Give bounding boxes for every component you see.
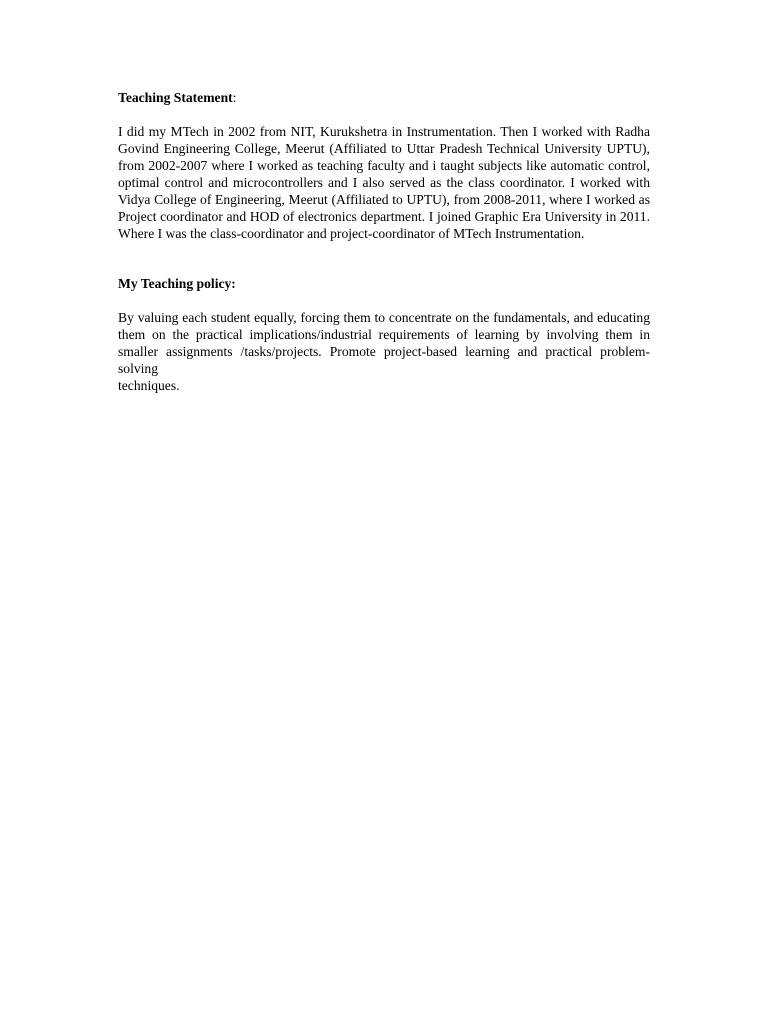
teaching-statement-paragraph: I did my MTech in 2002 from NIT, Kurukshetra in Instrumentation. Then I worked with Radha Govind Engineering College, Meerut (Affiliated to Uttar Pradesh Technical University UPTU), from 2002-2007 where I worked as teaching faculty and i taught subjects like automatic control, optimal control and microcontrollers and I also served as the class coordinator. I worked with Vidya College of Engineering, Meerut (Affiliated to UPTU), from 2008-2011, where I worked as Project coordinator and HOD of electronics department. I joined Graphic Era University in 2011. Where I was the class-coordinator and project-coordinator of MTech Instrumentation. (118, 124, 650, 241)
document-body (118, 89, 650, 394)
teaching-policy-paragraph-tail: techniques. (118, 378, 180, 393)
teaching-statement-heading (118, 89, 650, 106)
teaching-statement-heading-colon: : (232, 90, 237, 105)
teaching-statement-heading-text: Teaching Statement (118, 90, 233, 105)
teaching-policy-heading (118, 275, 650, 292)
teaching-policy-heading-text: My Teaching policy: (118, 276, 236, 291)
teaching-policy-paragraph: By valuing each student equally, forcing them to concentrate on the fundamentals, and educating them on the practical implications/industrial requirements of learning by involving them in smaller assignments /tasks/projects. Promote project-based learning and practical problem-solving (118, 310, 650, 376)
